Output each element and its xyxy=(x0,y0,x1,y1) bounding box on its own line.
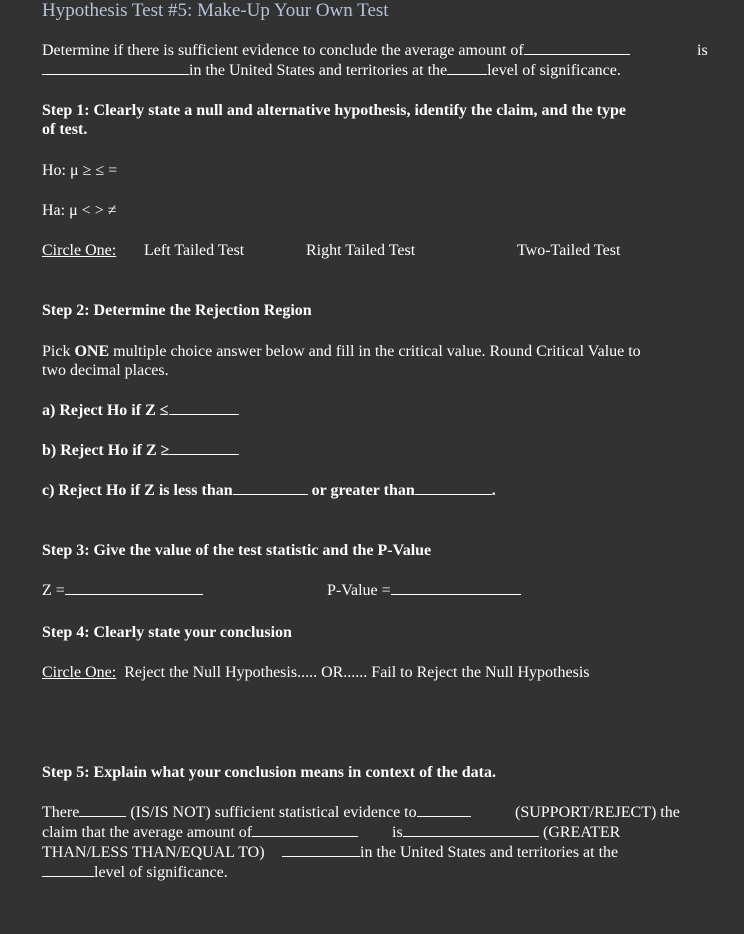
step5-l1-c: (SUPPORT/REJECT) the xyxy=(515,804,680,821)
choice-c-end: . xyxy=(491,482,496,499)
step5-l2-c: (GREATER xyxy=(543,824,621,841)
step2-instr-bold: ONE xyxy=(74,343,110,360)
step5-line1-left xyxy=(42,803,471,823)
step5-blank-compare[interactable] xyxy=(403,823,539,837)
choice-a-text: a) Reject Ho if Z ≤ xyxy=(42,402,169,419)
null-hypothesis[interactable]: Ho: μ ≥ ≤ = xyxy=(42,162,118,179)
step1-heading-line2: of test. xyxy=(42,121,88,138)
step5-l4-b: level of significance. xyxy=(94,864,228,881)
intro-text-2: is xyxy=(697,42,708,59)
intro-blank-value[interactable] xyxy=(42,61,189,75)
step1-circle-label: Circle One: xyxy=(42,242,117,259)
option-left-tailed[interactable]: Left Tailed Test xyxy=(144,242,245,259)
choice-b-blank[interactable] xyxy=(169,441,239,455)
step5-blank-alpha[interactable] xyxy=(42,863,94,877)
choice-c-text-1: c) Reject Ho if Z is less than xyxy=(42,482,233,499)
step5-line2-mid xyxy=(392,823,539,843)
choice-c[interactable] xyxy=(42,481,496,501)
step5-l2-b: is xyxy=(392,824,403,841)
choice-a[interactable] xyxy=(42,401,239,421)
step5-l1-b: (IS/IS NOT) sufficient statistical evidence to xyxy=(130,804,417,821)
p-value-blank[interactable] xyxy=(391,581,521,595)
step1-heading-line1: Step 1: Clearly state a null and alternative hypothesis, identify the claim, and the type xyxy=(42,102,626,119)
option-two-tailed[interactable]: Two-Tailed Test xyxy=(517,242,621,259)
step4-heading: Step 4: Clearly state your conclusion xyxy=(42,624,292,641)
step5-blank-is[interactable] xyxy=(79,803,126,817)
step5-line4 xyxy=(42,863,228,883)
intro-text-1: Determine if there is sufficient evidence to conclude the average amount of xyxy=(42,42,524,59)
p-value-label: P-Value = xyxy=(327,582,391,599)
step2-instructions-line1 xyxy=(42,342,641,362)
choice-c-blank-2[interactable] xyxy=(415,481,492,495)
alt-hypothesis[interactable]: Ha: μ < > ≠ xyxy=(42,202,117,219)
step5-heading: Step 5: Explain what your conclusion means in context of the data. xyxy=(42,764,496,781)
step4-options[interactable]: Reject the Null Hypothesis..... OR...... Fail to Reject the Null Hypothesis xyxy=(124,664,590,681)
p-value-row xyxy=(327,581,521,601)
step5-l3-b: in the United States and territories at the xyxy=(360,844,619,861)
page-title: Hypothesis Test #5: Make-Up Your Own Test xyxy=(42,0,389,21)
step4-circle-label: Circle One: xyxy=(42,664,117,681)
step5-blank-support[interactable] xyxy=(417,803,471,817)
z-label: Z = xyxy=(42,582,65,599)
step5-l2-a: claim that the average amount of xyxy=(42,824,253,841)
step5-blank-value[interactable] xyxy=(282,843,360,857)
step2-instructions-line2: two decimal places. xyxy=(42,362,169,379)
intro-blank-alpha[interactable] xyxy=(447,61,487,75)
intro-line-2 xyxy=(42,61,621,81)
step5-l3-a: THAN/LESS THAN/EQUAL TO) xyxy=(42,844,265,861)
intro-text-3: in the United States and territories at the xyxy=(189,62,448,79)
step4-options-row xyxy=(42,663,589,683)
choice-b[interactable] xyxy=(42,441,239,461)
step5-line2-left xyxy=(42,823,358,843)
step2-instr-prefix: Pick xyxy=(42,343,75,360)
step2-instr-rest: multiple choice answer below and fill in the critical value. Round Critical Value to xyxy=(109,343,641,360)
intro-blank-amount[interactable] xyxy=(524,41,630,55)
intro-text-4: level of significance. xyxy=(487,62,621,79)
intro-line-1 xyxy=(42,41,630,61)
z-value-row xyxy=(42,581,203,601)
step5-blank-amount[interactable] xyxy=(252,823,358,837)
choice-c-blank-1[interactable] xyxy=(233,481,308,495)
step5-line3-right xyxy=(282,843,618,863)
choice-b-text: b) Reject Ho if Z ≥ xyxy=(42,442,170,459)
step3-heading: Step 3: Give the value of the test statistic and the P-Value xyxy=(42,542,432,559)
option-right-tailed[interactable]: Right Tailed Test xyxy=(306,242,416,259)
z-value-blank[interactable] xyxy=(65,581,203,595)
step5-l1-a: There xyxy=(42,804,80,821)
step2-heading: Step 2: Determine the Rejection Region xyxy=(42,302,312,319)
choice-c-text-2: or greater than xyxy=(311,482,415,499)
choice-a-blank[interactable] xyxy=(169,401,239,415)
